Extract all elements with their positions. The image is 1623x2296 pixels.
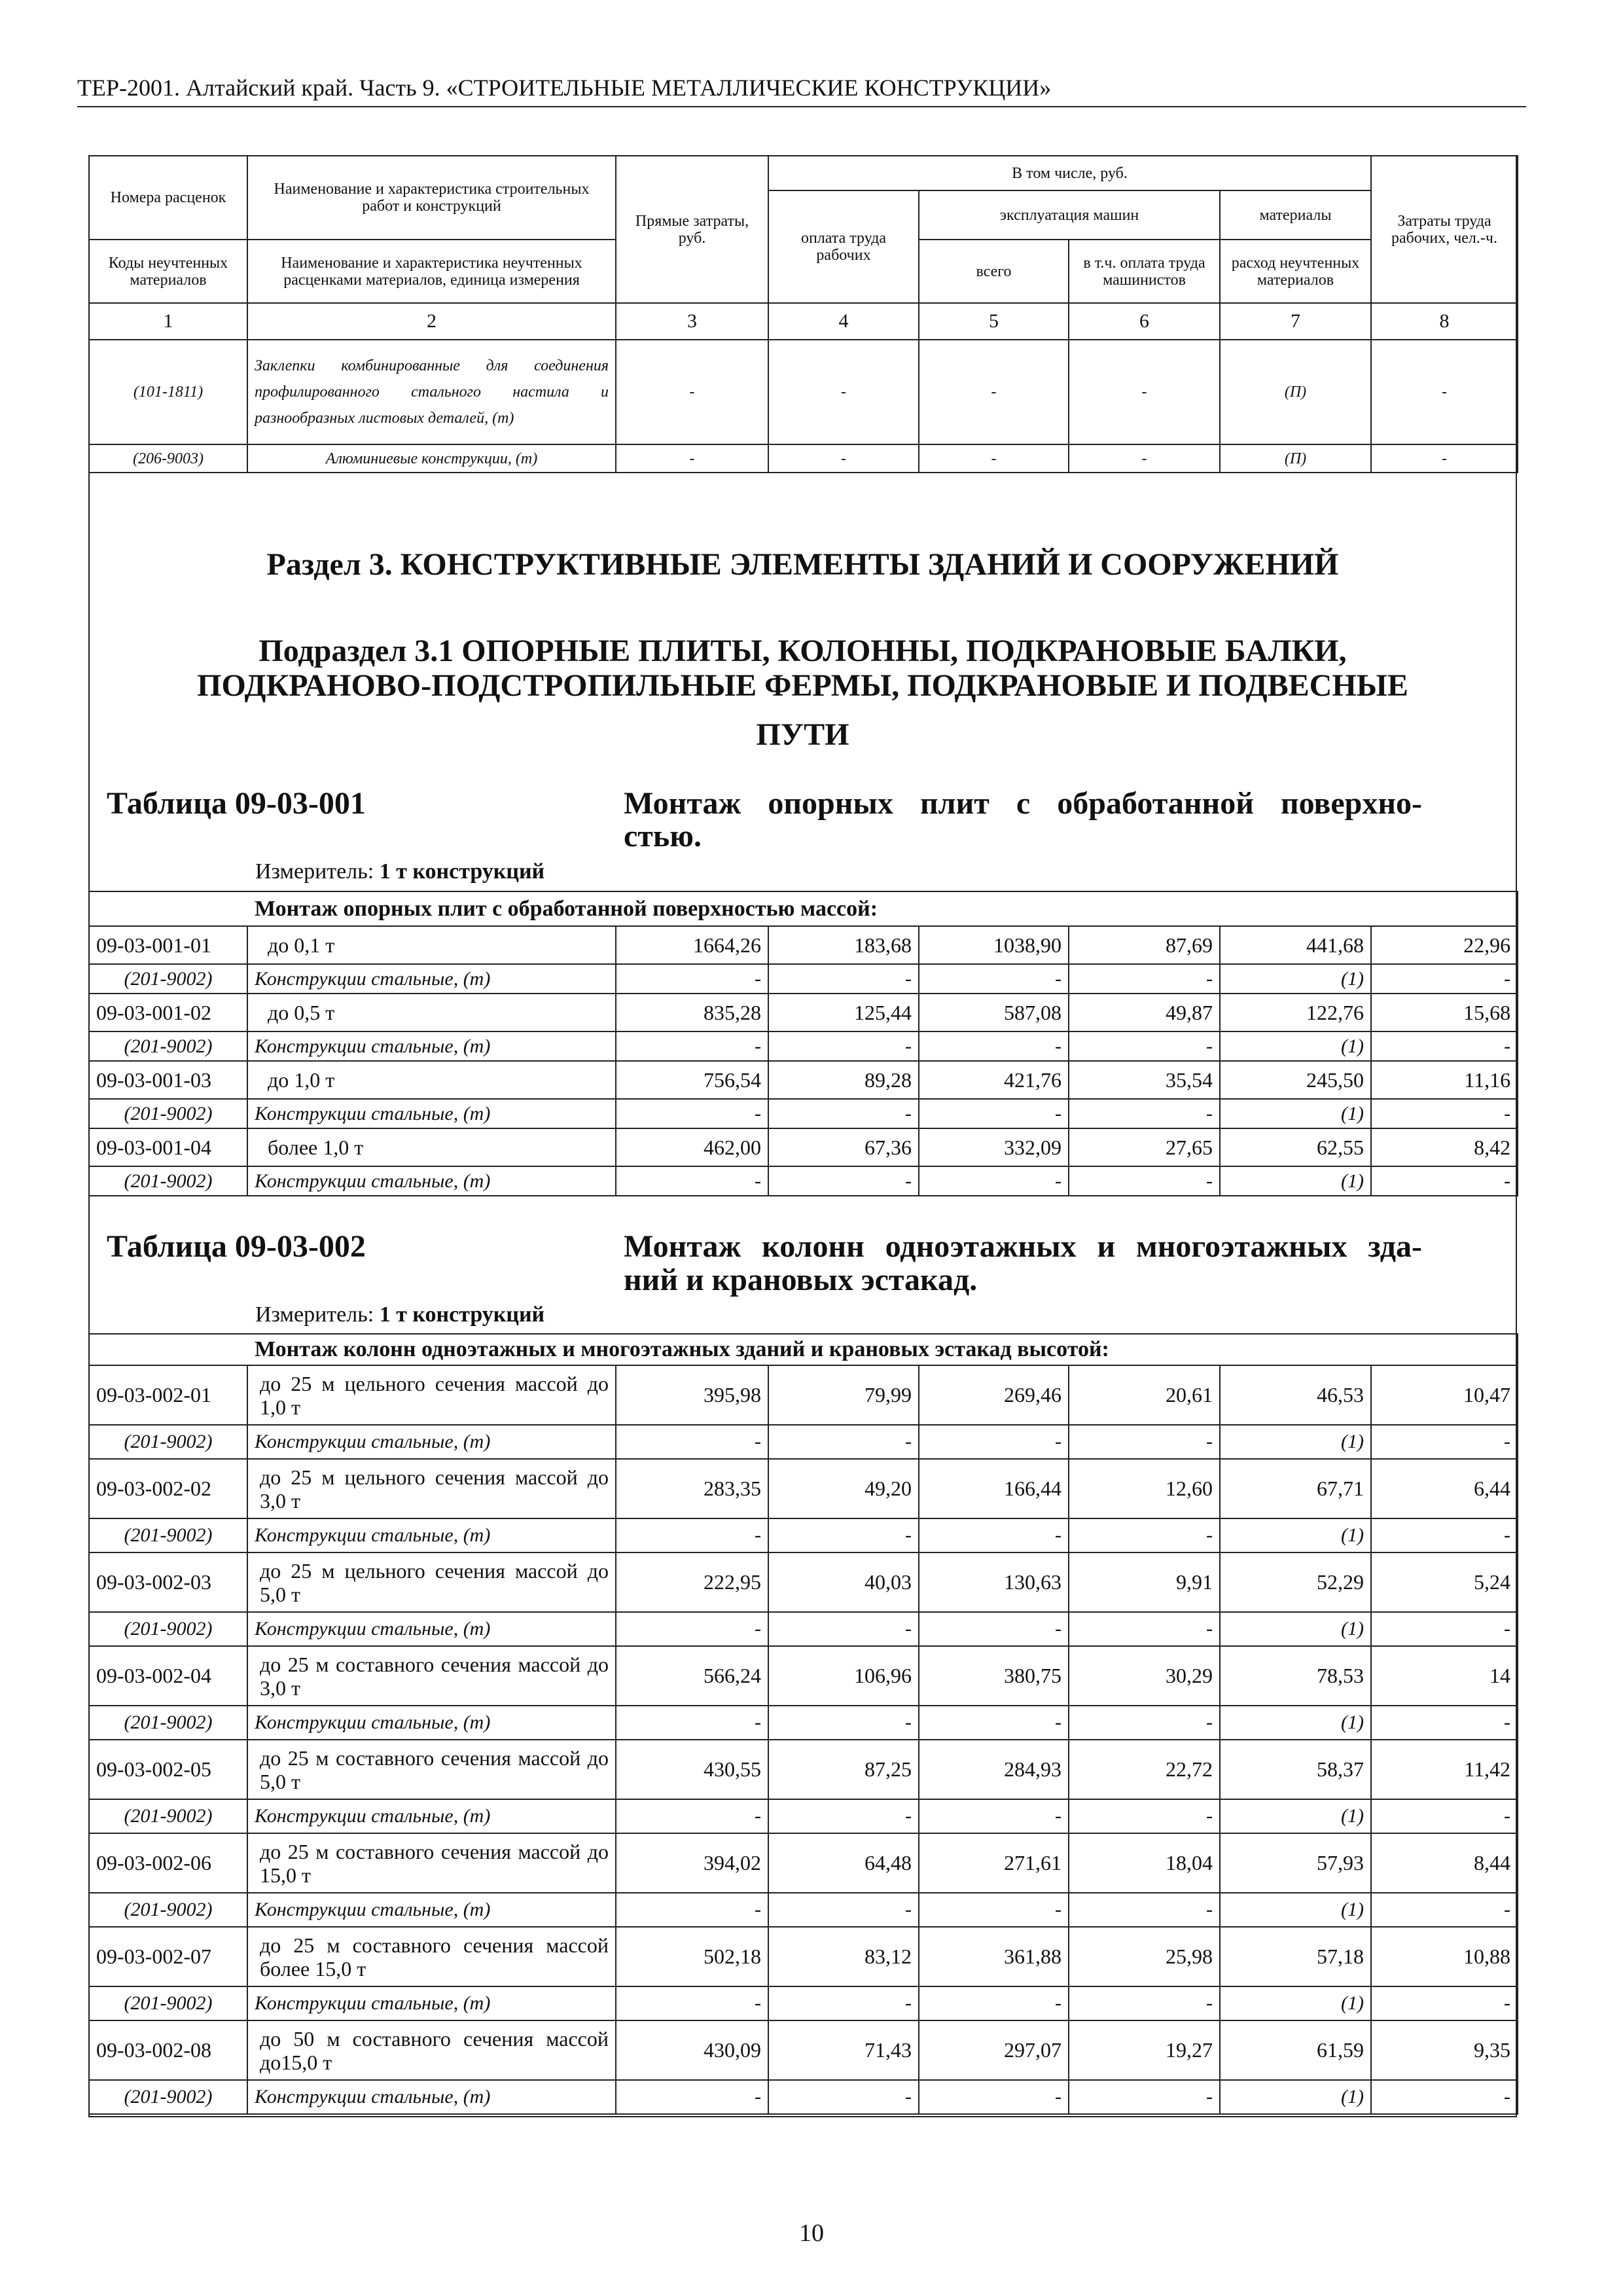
material-value: - [1069,1799,1220,1833]
material-name: Заклепки комбинированные для соединения профилированного стального настила и разнообразных листовых деталей, (т) [247,340,616,444]
material-value: - [768,2080,919,2114]
material-code: (201-9002) [89,1518,247,1552]
rate-value: 462,00 [616,1128,768,1166]
subsection-title-line-2: ПОДКРАНОВО-ПОДСТРОПИЛЬНЫЕ ФЕРМЫ, ПОДКРАНОВЫЕ И ПОДВЕСНЫЕ [197,668,1408,703]
material-value: - [1069,1893,1220,1927]
rate-name: до 50 м составного сечения массой до15,0 т [247,2020,616,2080]
material-value: - [768,1706,919,1740]
page-number: 10 [799,2219,824,2247]
material-code: (201-9002) [89,1099,247,1128]
rate-code: 09-03-002-08 [89,2020,247,2080]
col-header-labor-hours: Затраты труда рабочих, чел.-ч. [1371,156,1518,303]
rate-code: 09-03-002-07 [89,1927,247,1986]
rate-value: 6,44 [1371,1459,1518,1518]
rate-value: 18,04 [1069,1833,1220,1893]
material-value: - [616,1799,768,1833]
rate-value: 394,02 [616,1833,768,1893]
rate-name: до 25 м составного сечения массой до 3,0 т [247,1646,616,1706]
page-header: ТЕР-2001. Алтайский край. Часть 9. «СТРОИТЕЛЬНЫЕ МЕТАЛЛИЧЕСКИЕ КОНСТРУКЦИИ» [77,73,1526,107]
rate-name: до 25 м цельного сечения массой до 5,0 т [247,1552,616,1612]
material-value: - [919,1099,1069,1128]
material-value: - [919,1518,1069,1552]
material-value: - [919,1425,1069,1459]
rate-value: 52,29 [1220,1552,1371,1612]
material-name: Алюминиевые конструкции, (т) [247,444,616,473]
rate-code: 09-03-001-02 [89,994,247,1031]
rate-value: 122,76 [1220,994,1371,1031]
rate-value: 22,72 [1069,1740,1220,1799]
material-value: - [1371,444,1518,473]
rate-value: 79,99 [768,1365,919,1425]
material-value: - [1371,1612,1518,1646]
material-value: - [1371,2080,1518,2114]
material-value: - [616,340,768,444]
rate-row [89,994,1518,1031]
material-value: - [616,964,768,994]
rate-value: 222,95 [616,1552,768,1612]
rate-value: 67,36 [768,1128,919,1166]
col-header-machinist-wages: в т.ч. оплата труда машинистов [1069,240,1220,303]
rate-row [89,1833,1518,1893]
material-value: - [919,1986,1069,2020]
material-value: - [616,1893,768,1927]
material-value: - [919,1799,1069,1833]
material-row [89,1799,1518,1833]
material-code: (201-9002) [89,964,247,994]
rate-value: 40,03 [768,1552,919,1612]
rate-value: 15,68 [1371,994,1518,1031]
table2-title-line-1: Монтаж колонн одноэтажных и многоэтажных зда- [624,1229,1422,1264]
measure-value: 1 т конструкций [379,1302,545,1327]
rate-value: 8,44 [1371,1833,1518,1893]
subsection-title-line-3: ПУТИ [756,717,849,752]
material-name: Конструкции стальные, (т) [247,1518,616,1552]
rate-value: 11,42 [1371,1740,1518,1799]
material-code: (201-9002) [89,1893,247,1927]
material-value: - [1069,444,1220,473]
rate-value: 5,24 [1371,1552,1518,1612]
material-row [89,2080,1518,2114]
material-value: - [919,1612,1069,1646]
col-number: 1 [89,303,247,340]
material-row [89,1706,1518,1740]
rate-value: 284,93 [919,1740,1069,1799]
rate-value: 835,28 [616,994,768,1031]
material-value: - [1069,1099,1220,1128]
rate-value: 25,98 [1069,1927,1220,1986]
material-value: - [768,1166,919,1196]
material-value: - [1371,1706,1518,1740]
material-value: - [768,1612,919,1646]
rate-row [89,1927,1518,1986]
material-value: - [1371,1166,1518,1196]
rate-value: 587,08 [919,994,1069,1031]
material-value: - [1371,340,1518,444]
col-header-name: Наименование и характеристика строительных работ и конструкций [247,156,616,240]
rate-value: 269,46 [919,1365,1069,1425]
material-value: - [768,1799,919,1833]
material-value: - [616,1031,768,1061]
rate-value: 46,53 [1220,1365,1371,1425]
material-row [89,1986,1518,2020]
rate-row [89,1646,1518,1706]
material-code: (201-9002) [89,1031,247,1061]
rate-value: 64,48 [768,1833,919,1893]
measure-prefix: Измеритель: [255,859,374,884]
rate-code: 09-03-002-04 [89,1646,247,1706]
col-number: 4 [768,303,919,340]
rate-name: до 25 м составного сечения массой до 15,0 т [247,1833,616,1893]
material-name: Конструкции стальные, (т) [247,1099,616,1128]
rate-value: 12,60 [1069,1459,1220,1518]
material-value: - [1069,1031,1220,1061]
table1-title-line-2: стью. [624,819,702,853]
rate-value: 20,61 [1069,1365,1220,1425]
rate-name: до 25 м составного сечения массой до 5,0 т [247,1740,616,1799]
rate-value: 78,53 [1220,1646,1371,1706]
rate-value: 166,44 [919,1459,1069,1518]
material-value: (1) [1220,1518,1371,1552]
rate-value: 30,29 [1069,1646,1220,1706]
material-value: - [1371,1518,1518,1552]
rate-value: 67,71 [1220,1459,1371,1518]
rate-value: 271,61 [919,1833,1069,1893]
table1-title-line-1: Монтаж опорных плит с обработанной поверхно- [624,786,1422,821]
rate-row [89,1061,1518,1099]
material-name: Конструкции стальные, (т) [247,1425,616,1459]
rate-value: 10,88 [1371,1927,1518,1986]
material-value: (1) [1220,1099,1371,1128]
material-row [89,1518,1518,1552]
material-value: - [919,1706,1069,1740]
rate-value: 62,55 [1220,1128,1371,1166]
material-value: - [1069,1706,1220,1740]
material-value: - [1371,964,1518,994]
material-value: - [616,444,768,473]
measure-prefix: Измеритель: [255,1302,374,1327]
col-header-machines-total: всего [919,240,1069,303]
rate-value: 83,12 [768,1927,919,1986]
rate-value: 8,42 [1371,1128,1518,1166]
rate-value: 10,47 [1371,1365,1518,1425]
material-value: (1) [1220,1706,1371,1740]
rate-value: 11,16 [1371,1061,1518,1099]
rate-value: 183,68 [768,926,919,964]
rate-name: до 25 м составного сечения массой более 15,0 т [247,1927,616,1986]
material-value: - [919,340,1069,444]
rate-value: 566,24 [616,1646,768,1706]
col-number: 7 [1220,303,1371,340]
material-code: (201-9002) [89,1612,247,1646]
rate-value: 61,59 [1220,2020,1371,2080]
material-value: - [1069,1612,1220,1646]
material-row [89,964,1518,994]
material-value: - [1069,1166,1220,1196]
material-value: - [919,1893,1069,1927]
col-header-including: В том числе, руб. [768,156,1371,190]
material-value: - [616,1986,768,2020]
col-number: 3 [616,303,768,340]
rate-value: 332,09 [919,1128,1069,1166]
material-value: - [1069,1518,1220,1552]
rate-value: 1038,90 [919,926,1069,964]
rate-row [89,926,1518,964]
rate-value: 9,91 [1069,1552,1220,1612]
rate-value: 35,54 [1069,1061,1220,1099]
material-row [89,1425,1518,1459]
rate-value: 89,28 [768,1061,919,1099]
material-code: (201-9002) [89,2080,247,2114]
col-header-material-names: Наименование и характеристика неучтенных расценками материалов, единица измерения [247,240,616,303]
material-value: - [919,1166,1069,1196]
table-09-03-002 [88,1333,1518,2115]
material-code: (206-9003) [89,444,247,473]
material-value: - [919,444,1069,473]
material-code: (101-1811) [89,340,247,444]
col-header-codes: Номера расценок [89,156,247,240]
material-value: - [768,1099,919,1128]
rate-value: 9,35 [1371,2020,1518,2080]
col-header-wages: оплата труда рабочих [768,190,919,303]
col-number: 2 [247,303,616,340]
table2-label: Таблица 09-03-002 [107,1229,366,1264]
measure-value: 1 т конструкций [379,859,545,884]
rate-row [89,2020,1518,2080]
table2-group-header: Монтаж колонн одноэтажных и многоэтажных зданий и крановых эстакад высотой: [89,1334,1518,1365]
material-value: - [919,2080,1069,2114]
rate-row [89,1552,1518,1612]
rate-value: 57,18 [1220,1927,1371,1986]
material-value: - [616,1099,768,1128]
rate-value: 58,37 [1220,1740,1371,1799]
material-value: - [768,1031,919,1061]
rate-value: 87,25 [768,1740,919,1799]
material-value: (1) [1220,1031,1371,1061]
material-value: (1) [1220,964,1371,994]
subsection-title-line-1: Подраздел 3.1 ОПОРНЫЕ ПЛИТЫ, КОЛОННЫ, ПОДКРАНОВЫЕ БАЛКИ, [259,634,1347,668]
rate-value: 1664,26 [616,926,768,964]
material-value: (1) [1220,1425,1371,1459]
rate-value: 125,44 [768,994,919,1031]
rate-value: 380,75 [919,1646,1069,1706]
rate-row [89,1740,1518,1799]
col-header-machines: эксплуатация машин [919,190,1220,240]
rate-value: 49,20 [768,1459,919,1518]
table1-measure [255,859,544,884]
material-value: - [768,964,919,994]
table2-measure [255,1302,544,1327]
rate-code: 09-03-002-02 [89,1459,247,1518]
col-header-direct: Прямые затраты, руб. [616,156,768,303]
material-value: - [616,1706,768,1740]
rate-code: 09-03-001-01 [89,926,247,964]
material-value: (1) [1220,1893,1371,1927]
material-value: - [919,1031,1069,1061]
material-value: (П) [1220,340,1371,444]
material-name: Конструкции стальные, (т) [247,1986,616,2020]
material-value: - [1371,1099,1518,1128]
rate-value: 283,35 [616,1459,768,1518]
rate-name: до 25 м цельного сечения массой до 3,0 т [247,1459,616,1518]
rate-code: 09-03-002-05 [89,1740,247,1799]
rate-value: 130,63 [919,1552,1069,1612]
table2-title-line-2: ний и крановых эстакад. [624,1263,978,1297]
rate-name: более 1,0 т [247,1128,616,1166]
rate-name: до 1,0 т [247,1061,616,1099]
material-code: (201-9002) [89,1986,247,2020]
rate-value: 361,88 [919,1927,1069,1986]
material-value: - [768,1986,919,2020]
rate-name: до 25 м цельного сечения массой до 1,0 т [247,1365,616,1425]
rate-value: 22,96 [1371,926,1518,964]
material-value: - [1069,2080,1220,2114]
material-code: (201-9002) [89,1425,247,1459]
col-header-material-codes: Коды неучтенных материалов [89,240,247,303]
material-value: - [1371,1031,1518,1061]
rate-row [89,1128,1518,1166]
rate-value: 395,98 [616,1365,768,1425]
material-value: (1) [1220,1799,1371,1833]
material-code: (201-9002) [89,1706,247,1740]
section-title: Раздел 3. КОНСТРУКТИВНЫЕ ЭЛЕМЕНТЫ ЗДАНИЙ И СООРУЖЕНИЙ [266,547,1339,582]
material-name: Конструкции стальные, (т) [247,1612,616,1646]
material-value: (1) [1220,1612,1371,1646]
rate-value: 245,50 [1220,1061,1371,1099]
material-value: - [1069,1425,1220,1459]
material-row [89,1099,1518,1128]
material-value: (1) [1220,1166,1371,1196]
material-value: (П) [1220,444,1371,473]
col-header-materials: материалы [1220,190,1371,240]
material-value: - [616,1425,768,1459]
col-header-material-usage: расход неучтенных материалов [1220,240,1371,303]
material-value: - [616,1518,768,1552]
rate-value: 297,07 [919,2020,1069,2080]
material-name: Конструкции стальные, (т) [247,1706,616,1740]
material-name: Конструкции стальные, (т) [247,1166,616,1196]
col-number: 5 [919,303,1069,340]
material-value: - [768,444,919,473]
material-value: - [768,1518,919,1552]
rate-value: 441,68 [1220,926,1371,964]
rate-row [89,1365,1518,1425]
rate-value: 430,09 [616,2020,768,2080]
material-name: Конструкции стальные, (т) [247,1031,616,1061]
material-value: - [1069,964,1220,994]
rate-value: 57,93 [1220,1833,1371,1893]
material-value: - [1069,1986,1220,2020]
table1-group-header: Монтаж опорных плит с обработанной поверхностью массой: [89,891,1518,926]
material-row [89,1612,1518,1646]
rate-name: до 0,5 т [247,994,616,1031]
material-row [89,1031,1518,1061]
rate-value: 49,87 [1069,994,1220,1031]
col-number: 6 [1069,303,1220,340]
material-value: - [1371,1986,1518,2020]
rate-value: 14 [1371,1646,1518,1706]
rate-value: 71,43 [768,2020,919,2080]
col-number: 8 [1371,303,1518,340]
rate-code: 09-03-001-03 [89,1061,247,1099]
material-value: - [616,1166,768,1196]
material-value: (1) [1220,1986,1371,2020]
material-row [89,1166,1518,1196]
rate-value: 27,65 [1069,1128,1220,1166]
material-row [89,1893,1518,1927]
rate-value: 421,76 [919,1061,1069,1099]
rate-value: 430,55 [616,1740,768,1799]
rate-value: 19,27 [1069,2020,1220,2080]
rate-value: 106,96 [768,1646,919,1706]
material-value: - [616,2080,768,2114]
material-name: Конструкции стальные, (т) [247,2080,616,2114]
material-code: (201-9002) [89,1166,247,1196]
table-09-03-001 [88,891,1518,1196]
material-code: (201-9002) [89,1799,247,1833]
column-header-table [88,155,1518,473]
material-value: - [919,964,1069,994]
rate-code: 09-03-002-01 [89,1365,247,1425]
rate-value: 502,18 [616,1927,768,1986]
material-name: Конструкции стальные, (т) [247,1799,616,1833]
table1-label: Таблица 09-03-001 [107,786,366,821]
rate-name: до 0,1 т [247,926,616,964]
material-value: (1) [1220,2080,1371,2114]
rate-code: 09-03-002-03 [89,1552,247,1612]
rate-value: 756,54 [616,1061,768,1099]
material-value: - [1069,340,1220,444]
material-value: - [768,1425,919,1459]
material-value: - [1371,1893,1518,1927]
material-value: - [1371,1425,1518,1459]
material-value: - [1371,1799,1518,1833]
material-name: Конструкции стальные, (т) [247,1893,616,1927]
rate-row [89,1459,1518,1518]
material-name: Конструкции стальные, (т) [247,964,616,994]
material-value: - [768,1893,919,1927]
material-value: - [768,340,919,444]
rate-code: 09-03-002-06 [89,1833,247,1893]
material-value: - [616,1612,768,1646]
rate-code: 09-03-001-04 [89,1128,247,1166]
rate-value: 87,69 [1069,926,1220,964]
